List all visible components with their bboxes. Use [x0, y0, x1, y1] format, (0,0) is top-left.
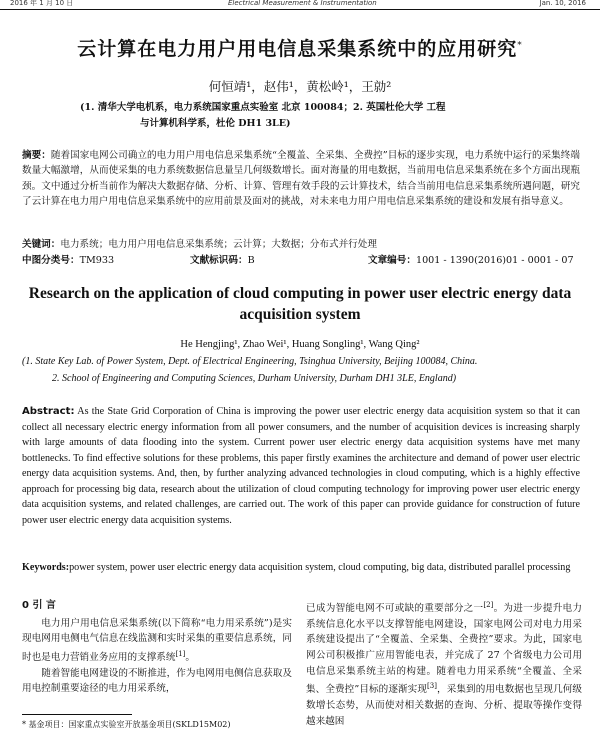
paper-title-cn: [0, 34, 600, 61]
section-heading-introduction: 0 引 言: [22, 600, 56, 611]
clc-value: TM933: [79, 255, 115, 266]
authors-en: He Hengjing¹, Zhao Wei¹, Huang Songling¹, Wang Qing²: [180, 339, 420, 350]
header-date-en: Jan. 10, 2016: [539, 0, 586, 7]
article-number: [368, 252, 574, 266]
keywords-cn-text: 电力系统；电力用户用电信息采集系统；云计算；大数据；分布式并行处理: [60, 239, 377, 250]
abstract-en-label: Abstract:: [22, 406, 75, 417]
affiliation-en-line2: 2. School of Engineering and Computing Sciences, Durham University, Durham DH1 3LE, England): [52, 373, 457, 384]
header-journal-name: Electrical Measurement & Instrumentation: [228, 0, 377, 7]
keywords-cn-label: 关键词：: [22, 239, 61, 250]
footnote-divider: [22, 714, 132, 715]
title-cn-text: 云计算在电力用户用电信息采集系统中的应用研究: [77, 38, 518, 60]
keywords-en-label: Keywords:: [22, 562, 70, 573]
clc-number: [22, 252, 114, 266]
title-fund-mark: *: [517, 40, 523, 51]
authors-cn: 何恒靖¹，赵伟¹，黄松岭¹，王勍²: [208, 79, 392, 94]
doc-code-value: B: [247, 255, 255, 266]
abstract-cn: [22, 148, 580, 209]
article-number-label: 文章编号：: [368, 255, 416, 266]
clc-label: 中图分类号：: [22, 255, 80, 266]
keywords-cn: [22, 236, 582, 250]
affiliation-cn-line2: 与计算机科学系，杜伦 DH1 3LE): [140, 118, 291, 129]
abstract-en: [22, 404, 580, 528]
right-text-a: 已成为智能电网不可或缺的重要部分之一: [306, 603, 484, 615]
affiliation-en-line1: (1. State Key Lab. of Power System, Dept. of Electrical Engineering, Tsinghua University, Beijing 100084, China.: [22, 356, 478, 367]
right-text-b: 。为进一步提升电力系统信息化水平以支撑智能电网建设，国家电网公司对电力用采系统建设提出了“全覆盖、全采集、全费控”要求。为此，国家电网公司积极推广应用智能电表，并完成了 27 个省级电力公司用电信息采集系统主站的构建。随着电力用采系统“全覆盖、全采集、全费控”目标的逐渐实现: [306, 603, 583, 696]
doc-code-label: 文献标识码：: [190, 255, 248, 266]
paper-title-en: Research on the application of cloud computing in power user electric energy data acquisition system: [28, 285, 572, 323]
intro-paragraph-1: [22, 616, 292, 666]
body-column-left: [22, 598, 292, 697]
abstract-cn-text: 随着国家电网公司确立的电力用户用电信息采集系统“全覆盖、全采集、全费控”目标的逐步实现，电力系统中运行的采集终端数量大幅激增，从而使采集的电力系统数据信息量呈几何级数增长。面对海量的用电数据，当前用电信息采集系统在多个方面出现瓶颈。文中通过分析当前作为解决大数据存储、分析、计算、管理有效手段的云计算技术，结合当前用电信息采集系统所遇问题，研究了云计算在电力用户用电信息采集系统中的应用前景及面对的挑战，对未来电力用户用电信息采集系统的建设和发展有指导意义。: [22, 150, 581, 207]
funding-footnote: * 基金项目：国家重点实验室开放基金项目(SKLD15M02): [22, 720, 231, 729]
keywords-en-text: power system, power user electric energy data acquisition system, cloud computing, big data, distributed parallel processing: [69, 562, 571, 573]
running-header: [0, 0, 600, 10]
article-number-value: 1001 - 1390(2016)01 - 0001 - 07: [415, 255, 574, 266]
header-date-cn: 2016 年 1 月 10 日: [10, 0, 74, 7]
doc-code: [190, 252, 255, 266]
abstract-en-text: As the State Grid Corporation of China is improving the power user electric energy data acquisition system so that it can collect all necessary electric energy information from all power consumers, and the number of acquisition devices is increasing sharply with large amounts of data flooding into the system. Current power user electric energy data acquisition systems have met many bottlenecks. To find effective solutions for these problems, this paper firstly examines the architecture and demand of power user electric energy data acquisition systems. And, then, by further analyzing advanced technologies in cloud computing, which is a highly effective approach for processing big data, research about the utilization of cloud computing technology for improving power user electric energy data acquisition systems, and related challenges, are carried out. The work of this paper can provide guidance for construction of future power user electric energy data acquisition systems.: [22, 406, 580, 526]
intro-p1-text: 电力用户用电信息采集系统(以下简称“电力用采系统”)是实现电网用电侧电气信息在线监测和实时采集的重要信息系统，同时也是电力营销业务应用的支撑系统: [22, 617, 292, 663]
abstract-cn-label: 摘要：: [22, 150, 51, 161]
affiliation-cn-line1: (1. 清华大学电机系，电力系统国家重点实验室 北京 100084；2. 英国杜伦大学 工程: [80, 102, 446, 113]
citation-3: [3]: [427, 682, 437, 691]
intro-p1-end: 。: [185, 651, 196, 663]
right-text-c: ，采集到的用电数据也呈现几何级数增长态势，从而使对相关数据的查询、分析、提取等操作变得越来越困: [306, 684, 583, 727]
intro-paragraph-2: 随着智能电网建设的不断推进，作为电网用电侧信息获取及用电控制重要途径的电力用采系统，: [22, 667, 292, 695]
citation-1: [1]: [175, 649, 186, 658]
citation-2: [2]: [483, 601, 494, 609]
intro-paragraph-2-continued: [306, 598, 582, 729]
body-column-right: [306, 598, 582, 729]
keywords-en: [22, 560, 582, 576]
